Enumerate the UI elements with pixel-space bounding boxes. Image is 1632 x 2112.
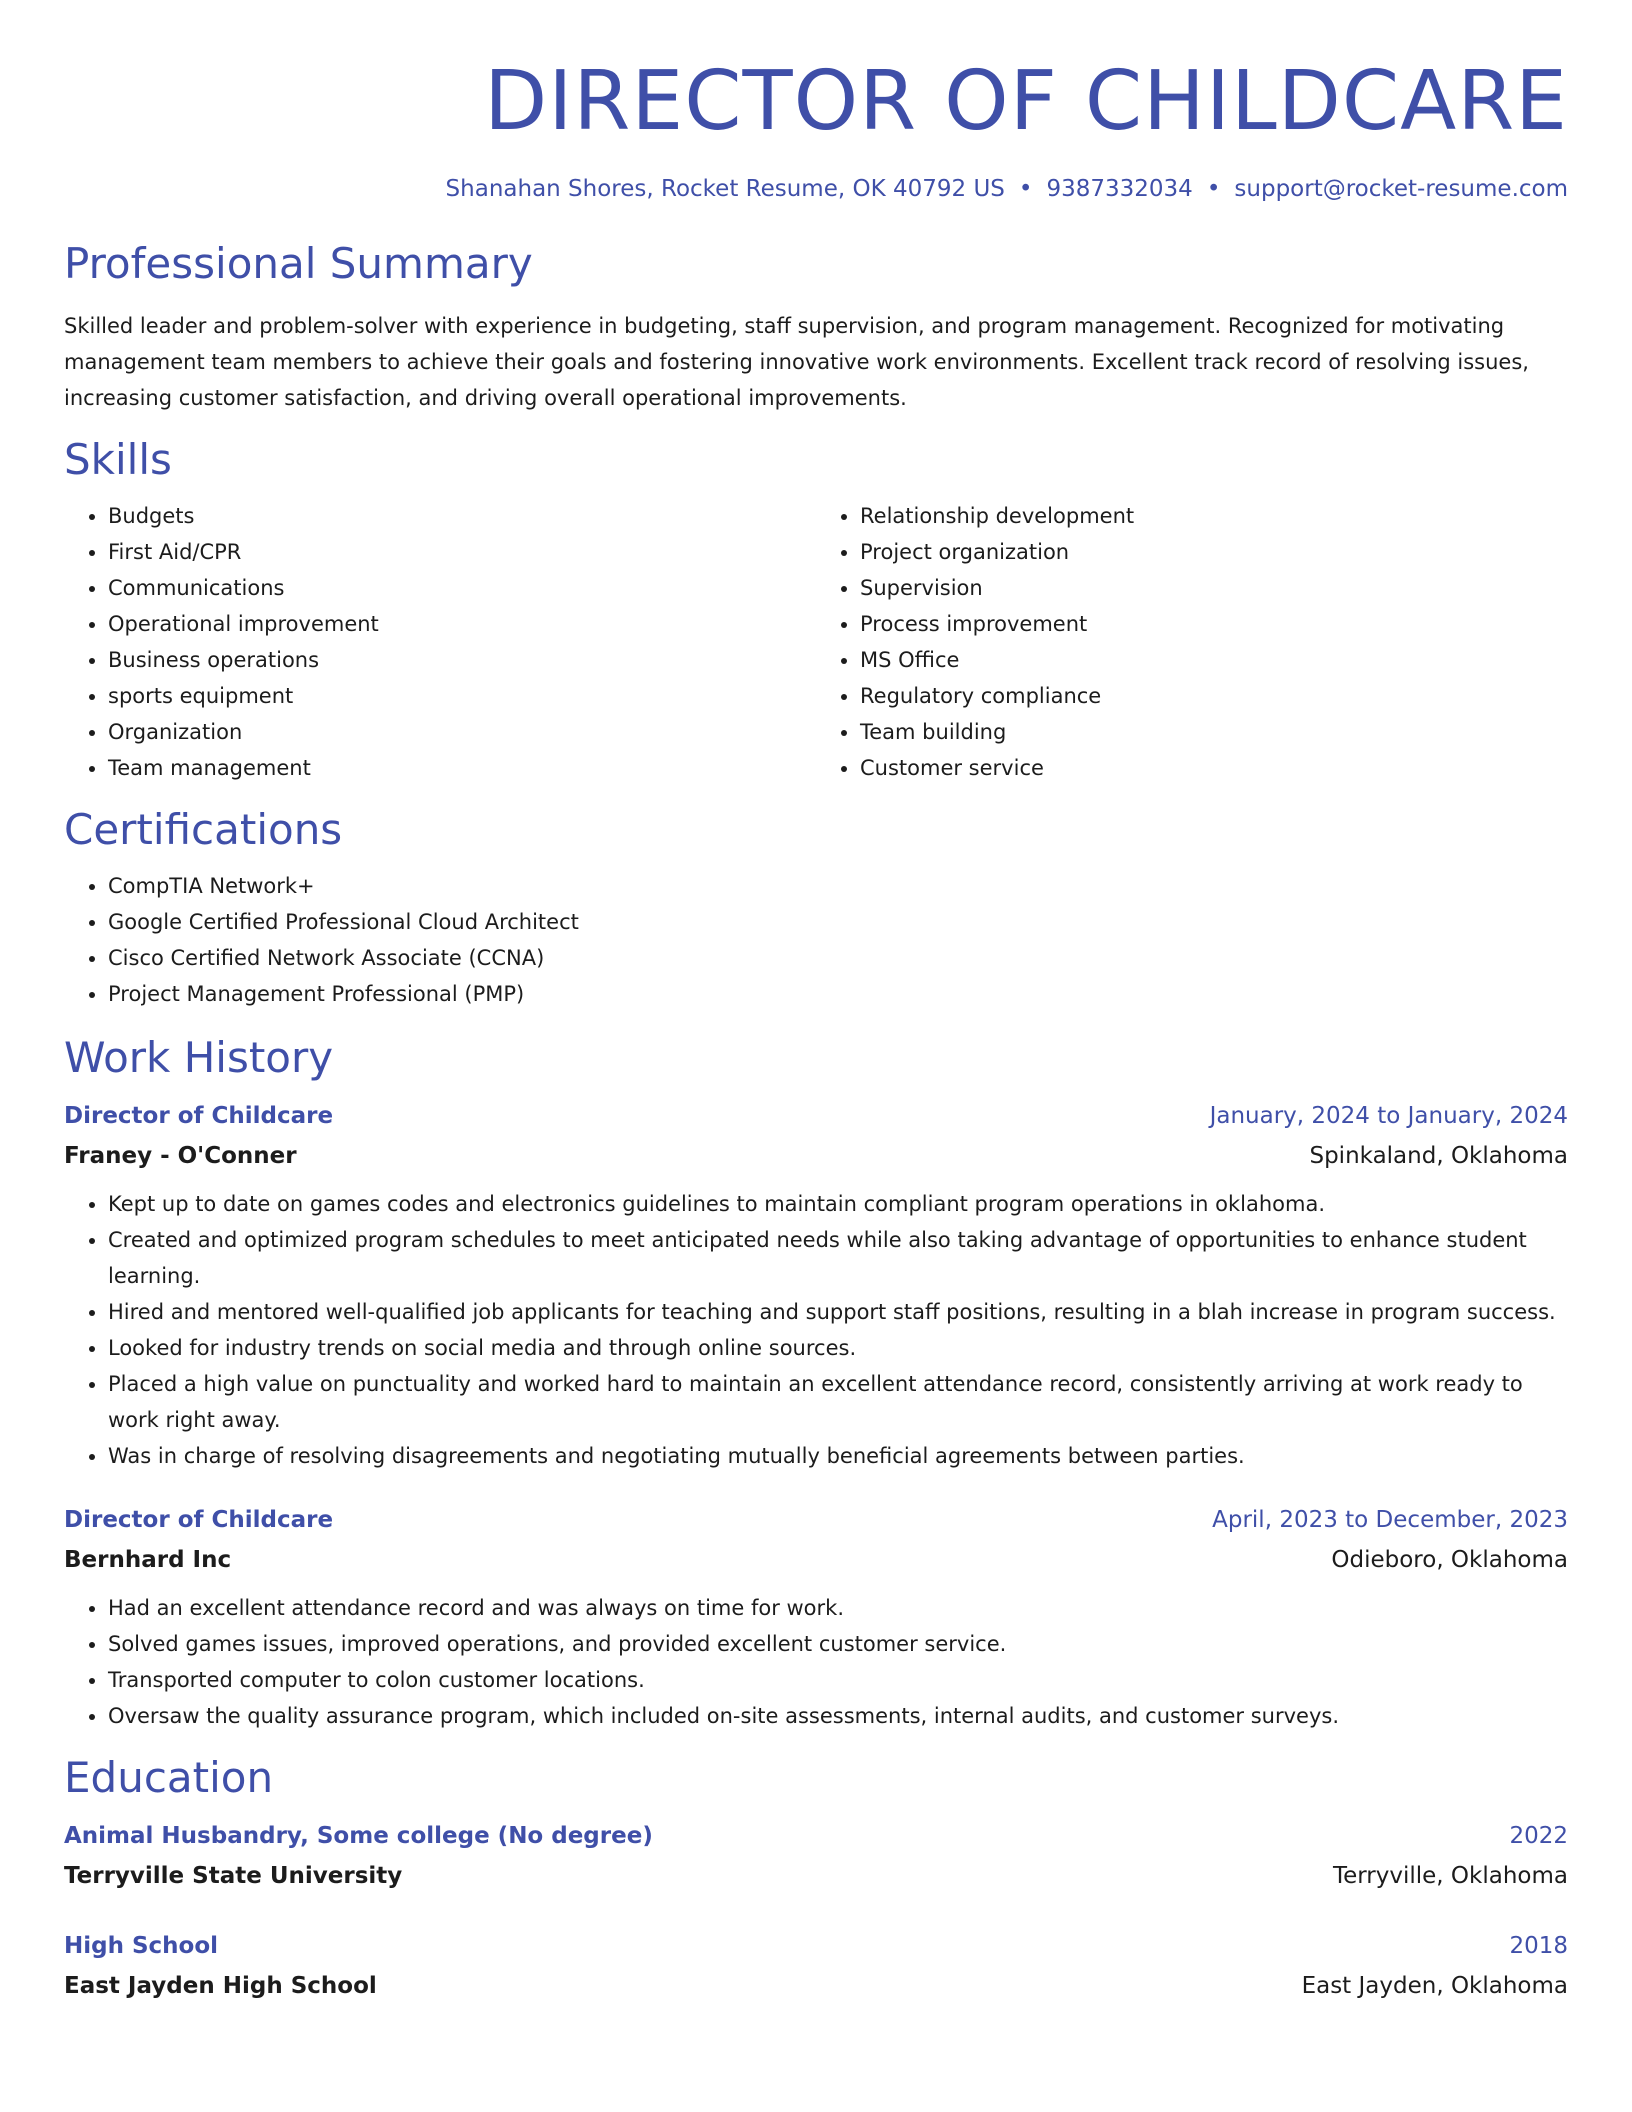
contact-address: Shanahan Shores, Rocket Resume, OK 40792 US	[445, 176, 1005, 202]
summary-heading: Professional Summary	[64, 239, 533, 288]
skill-item: • Team building	[860, 714, 1568, 750]
job-location: Spinkaland, Oklahoma	[1309, 1143, 1568, 1169]
skill-item: • Relationship development	[860, 498, 1568, 534]
job-bullet: • Had an excellent attendance record and was always on time for work.	[108, 1590, 1568, 1626]
job-company: Bernhard Inc	[64, 1547, 232, 1573]
education-school-row	[64, 1966, 1568, 2006]
contact-phone: 9387332034	[1046, 176, 1193, 202]
job-company: Franey - O'Conner	[64, 1143, 297, 1169]
job-bullet: • Was in charge of resolving disagreements and negotiating mutually beneficial agreements between parties.	[108, 1438, 1568, 1474]
education-entry	[64, 1926, 1568, 2006]
work-history-heading: Work History	[64, 1033, 334, 1082]
contact-line	[64, 174, 1568, 204]
job-bullet: • Transported computer to colon customer locations.	[108, 1662, 1568, 1698]
contact-separator: •	[1206, 176, 1221, 202]
skill-item: • Business operations	[108, 642, 816, 678]
skill-item: • Supervision	[860, 570, 1568, 606]
certification-item: • CompTIA Network+	[108, 868, 1568, 904]
job-dates: January, 2024 to January, 2024	[1209, 1103, 1568, 1129]
job-bullet: • Kept up to date on games codes and electronics guidelines to maintain compliant program operations in oklahoma.	[108, 1186, 1568, 1222]
certification-item: • Project Management Professional (PMP)	[108, 976, 1568, 1012]
education-year: 2018	[1509, 1933, 1568, 1959]
skills-list-left	[64, 498, 816, 786]
skill-item: • sports equipment	[108, 678, 816, 714]
skill-item: • Operational improvement	[108, 606, 816, 642]
job-bullet: • Placed a high value on punctuality and worked hard to maintain an excellent attendance record, consistently arriving at work ready to work right away.	[108, 1366, 1568, 1438]
contact-email: support@rocket-resume.com	[1234, 176, 1568, 202]
skill-item: • Customer service	[860, 750, 1568, 786]
education-year: 2022	[1509, 1823, 1568, 1849]
skill-item: • Process improvement	[860, 606, 1568, 642]
education-degree: High School	[64, 1933, 219, 1959]
job-header-row	[64, 1096, 1568, 1136]
skills-heading: Skills	[64, 435, 172, 484]
education-school-row	[64, 1856, 1568, 1896]
education-location: Terryville, Oklahoma	[1332, 1863, 1568, 1889]
job-dates: April, 2023 to December, 2023	[1212, 1507, 1568, 1533]
education-header-row	[64, 1816, 1568, 1856]
job-bullets	[64, 1186, 1568, 1474]
certification-item: • Cisco Certified Network Associate (CCNA)	[108, 940, 1568, 976]
skills-list-right	[816, 498, 1568, 786]
skills-columns	[64, 498, 1568, 786]
skill-item: • Budgets	[108, 498, 816, 534]
job-entry	[64, 1500, 1568, 1734]
skill-item: • Regulatory compliance	[860, 678, 1568, 714]
job-bullets	[64, 1590, 1568, 1734]
skill-item: • First Aid/CPR	[108, 534, 816, 570]
job-location: Odieboro, Oklahoma	[1331, 1547, 1568, 1573]
job-title: Director of Childcare	[64, 1103, 334, 1129]
education-school: Terryville State University	[64, 1863, 403, 1889]
job-bullet: • Hired and mentored well-qualified job applicants for teaching and support staff positions, resulting in a blah increase in program success.	[108, 1294, 1568, 1330]
job-bullet: • Created and optimized program schedules to meet anticipated needs while also taking advantage of opportunities to enhance student learning.	[108, 1222, 1568, 1294]
education-header-row	[64, 1926, 1568, 1966]
summary-text: Skilled leader and problem-solver with experience in budgeting, staff supervision, and program management. Recognized for motivating management team members to achieve their goals and fostering innovative work environments. Excellent track record of resolving issues, increasing customer satisfaction, and driving overall operational improvements.	[64, 314, 1529, 410]
job-title: Director of Childcare	[64, 1507, 334, 1533]
job-header-row	[64, 1500, 1568, 1540]
education-heading: Education	[64, 1753, 274, 1802]
job-bullet: • Solved games issues, improved operations, and provided excellent customer service.	[108, 1626, 1568, 1662]
skill-item: • MS Office	[860, 642, 1568, 678]
skill-item: • Communications	[108, 570, 816, 606]
education-entry	[64, 1816, 1568, 1896]
resume-page	[64, 52, 1568, 2006]
certification-item: • Google Certified Professional Cloud Architect	[108, 904, 1568, 940]
skill-item: • Team management	[108, 750, 816, 786]
job-bullet: • Oversaw the quality assurance program, which included on-site assessments, internal audits, and customer surveys.	[108, 1698, 1568, 1734]
contact-separator: •	[1018, 176, 1033, 202]
skill-item: • Project organization	[860, 534, 1568, 570]
certifications-list	[64, 868, 1568, 1012]
resume-title: DIRECTOR OF CHILDCARE	[484, 54, 1568, 149]
education-location: East Jayden, Oklahoma	[1301, 1973, 1568, 1999]
job-org-row	[64, 1540, 1568, 1580]
certifications-heading: Certifications	[64, 805, 343, 854]
job-org-row	[64, 1136, 1568, 1176]
job-entry	[64, 1096, 1568, 1474]
education-degree: Animal Husbandry, Some college (No degree)	[64, 1823, 653, 1849]
education-school: East Jayden High School	[64, 1973, 377, 1999]
job-bullet: • Looked for industry trends on social media and through online sources.	[108, 1330, 1568, 1366]
skill-item: • Organization	[108, 714, 816, 750]
